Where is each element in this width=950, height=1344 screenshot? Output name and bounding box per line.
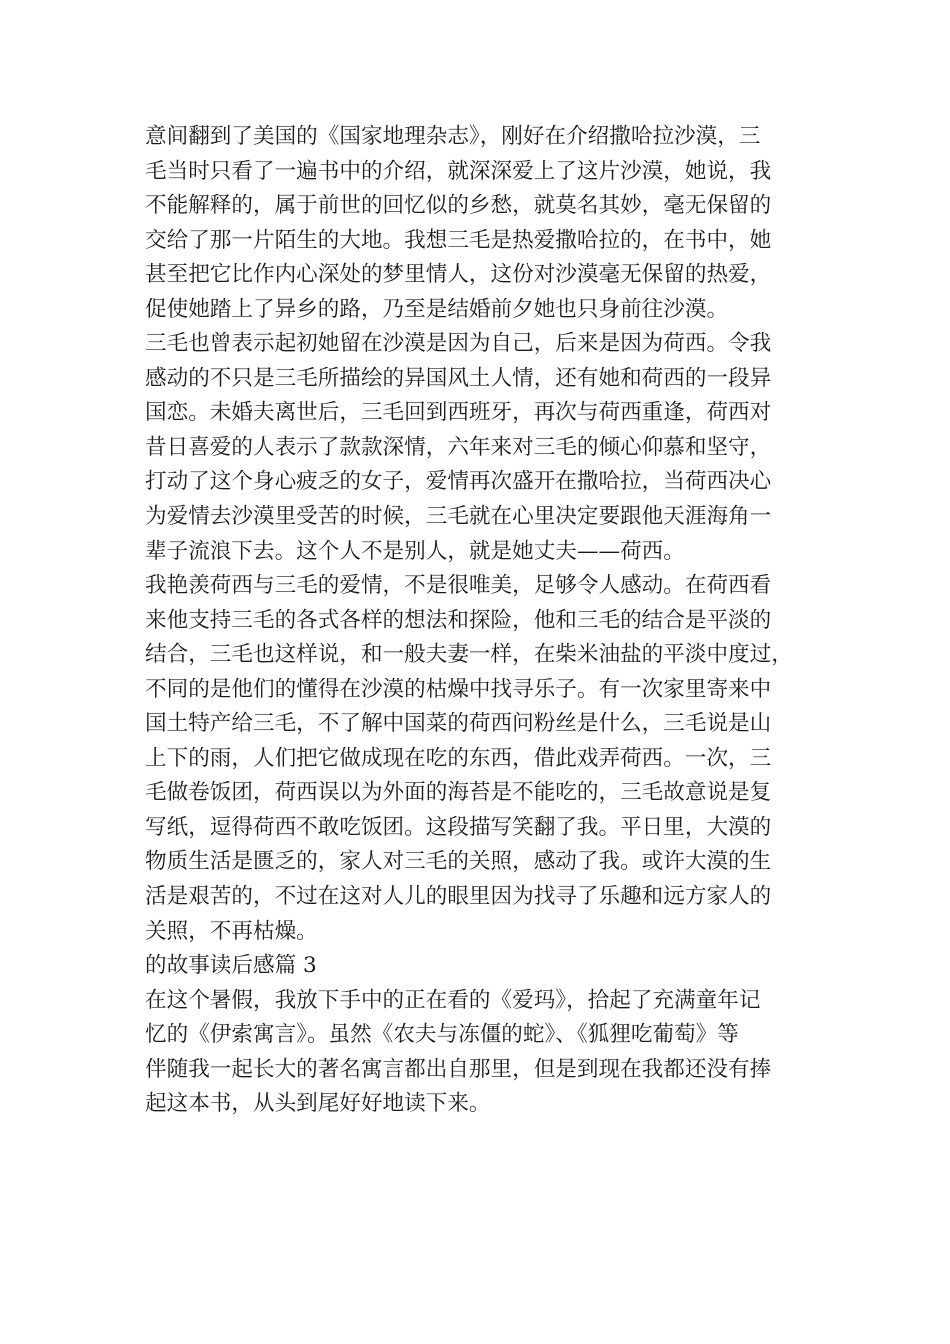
text-line: 上下的雨，人们把它做成现在吃的东西，借此戏弄荷西。一次，三 (145, 745, 772, 771)
text-line: 辈子流浪下去。这个人不是别人，就是她丈夫——荷西。 (145, 538, 685, 564)
text-line: 毛当时只看了一遍书中的介绍，就深深爱上了这片沙漠，她说，我 (145, 158, 772, 184)
text-line: 来他支持三毛的各式各样的想法和探险，他和三毛的结合是平淡的 (145, 607, 772, 633)
text-line: 三毛也曾表示起初她留在沙漠是因为自己，后来是因为荷西。令我 (145, 331, 772, 357)
text-line: 在这个暑假，我放下手中的正在看的《爱玛》，拾起了充满童年记 (145, 987, 761, 1013)
text-line: 物质生活是匮乏的，家人对三毛的关照，感动了我。或许大漠的生 (145, 849, 772, 875)
text-line: 毛做卷饭团，荷西误以为外面的海苔是不能吃的，三毛故意说是复 (145, 780, 772, 806)
document-body (145, 120, 810, 1122)
text-line: 意间翻到了美国的《国家地理杂志》，刚好在介绍撒哈拉沙漠，三 (145, 124, 761, 149)
text-line: 关照，不再枯燥。 (145, 918, 318, 944)
text-line: 起这本书，从头到尾好好地读下来。 (145, 1091, 491, 1117)
paragraph-2 (145, 327, 810, 569)
paragraph-3 (145, 569, 810, 949)
text-line: 为爱情去沙漠里受苦的时候，三毛就在心里决定要跟他天涯海角一 (145, 504, 772, 530)
text-line: 我艳羡荷西与三毛的爱情，不是很唯美，足够令人感动。在荷西看 (145, 573, 772, 599)
text-line: 国恋。未婚夫离世后，三毛回到西班牙，再次与荷西重逢，荷西对 (145, 400, 772, 426)
text-line: 忆的《伊索寓言》。虽然《农夫与冻僵的蛇》、《狐狸吃葡萄》等 (145, 1022, 739, 1048)
text-line: 活是艰苦的，不过在这对人儿的眼里因为找寻了乐趣和远方家人的 (145, 884, 772, 910)
text-line: 交给了那一片陌生的大地。我想三毛是热爱撒哈拉的，在书中，她 (145, 227, 772, 253)
section-heading: 的故事读后感篇 3 (145, 953, 317, 979)
text-line: 不同的是他们的懂得在沙漠的枯燥中找寻乐子。有一次家里寄来中 (145, 676, 772, 702)
text-line: 结合，三毛也这样说，和一般夫妻一样，在柴米油盐的平淡中度过， (145, 642, 793, 668)
text-line: 国土特产给三毛，不了解中国菜的荷西问粉丝是什么，三毛说是山 (145, 711, 772, 737)
text-line: 感动的不只是三毛所描绘的异国风土人情，还有她和荷西的一段异 (145, 365, 772, 391)
text-line: 写纸，逗得荷西不敢吃饭团。这段描写笑翻了我。平日里，大漠的 (145, 814, 772, 840)
text-line: 伴随我一起长大的著名寓言都出自那里，但是到现在我都还没有捧 (145, 1056, 772, 1082)
text-line: 打动了这个身心疲乏的女子，爱情再次盛开在撒哈拉，当荷西决心 (145, 469, 772, 495)
paragraph-4 (145, 984, 810, 1122)
text-line: 甚至把它比作内心深处的梦里情人，这份对沙漠毫无保留的热爱， (145, 262, 772, 288)
text-line: 促使她踏上了异乡的路，乃至是结婚前夕她也只身前往沙漠。 (145, 296, 729, 322)
text-line: 昔日喜爱的人表示了款款深情，六年来对三毛的倾心仰慕和坚守， (145, 434, 772, 460)
paragraph-1 (145, 120, 810, 327)
text-line: 不能解释的，属于前世的回忆似的乡愁，就莫名其妙，毫无保留的 (145, 193, 772, 219)
